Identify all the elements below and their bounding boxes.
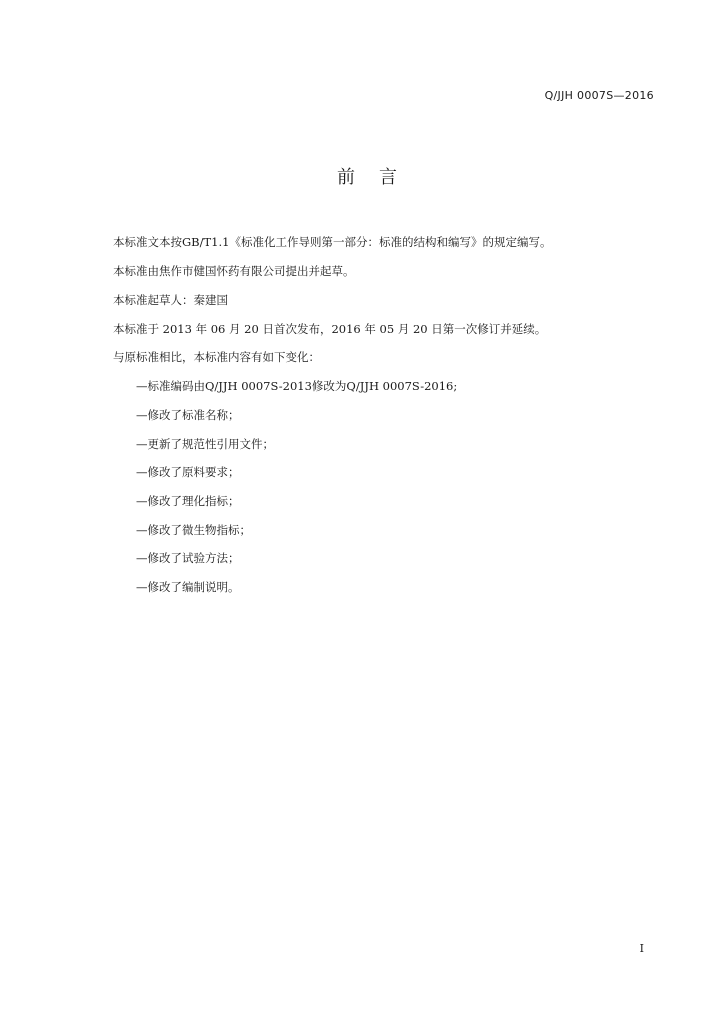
change-list-item: —修改了理化指标； xyxy=(136,494,240,508)
change-list-item: —修改了试验方法； xyxy=(136,551,240,565)
document-code: Q/JJH 0007S—2016 xyxy=(544,89,654,102)
change-list-item: —更新了规范性引用文件； xyxy=(136,437,274,451)
page-number: I xyxy=(639,942,644,955)
preface-paragraph: 本标准由焦作市健国怀药有限公司提出并起草。 xyxy=(113,264,355,278)
change-list-item: —修改了原料要求； xyxy=(136,465,240,479)
section-title: 前言 xyxy=(337,167,421,188)
change-list-item: —修改了编制说明。 xyxy=(136,580,240,594)
preface-paragraph: 与原标准相比，本标准内容有如下变化： xyxy=(113,350,320,364)
preface-paragraph: 本标准起草人：秦建国 xyxy=(113,293,228,307)
change-list-item: —修改了微生物指标； xyxy=(136,523,251,537)
preface-paragraph: 本标准于 2013 年 06 月 20 日首次发布，2016 年 05 月 20 日第一次修订并延续。 xyxy=(113,322,547,336)
change-list-item: —标准编码由Q/JJH 0007S-2013修改为Q/JJH 0007S-2016; xyxy=(136,379,458,393)
preface-paragraph: 本标准文本按GB/T1.1《标准化工作导则第一部分：标准的结构和编写》的规定编写。 xyxy=(113,235,552,249)
change-list-item: —修改了标准名称； xyxy=(136,408,240,422)
